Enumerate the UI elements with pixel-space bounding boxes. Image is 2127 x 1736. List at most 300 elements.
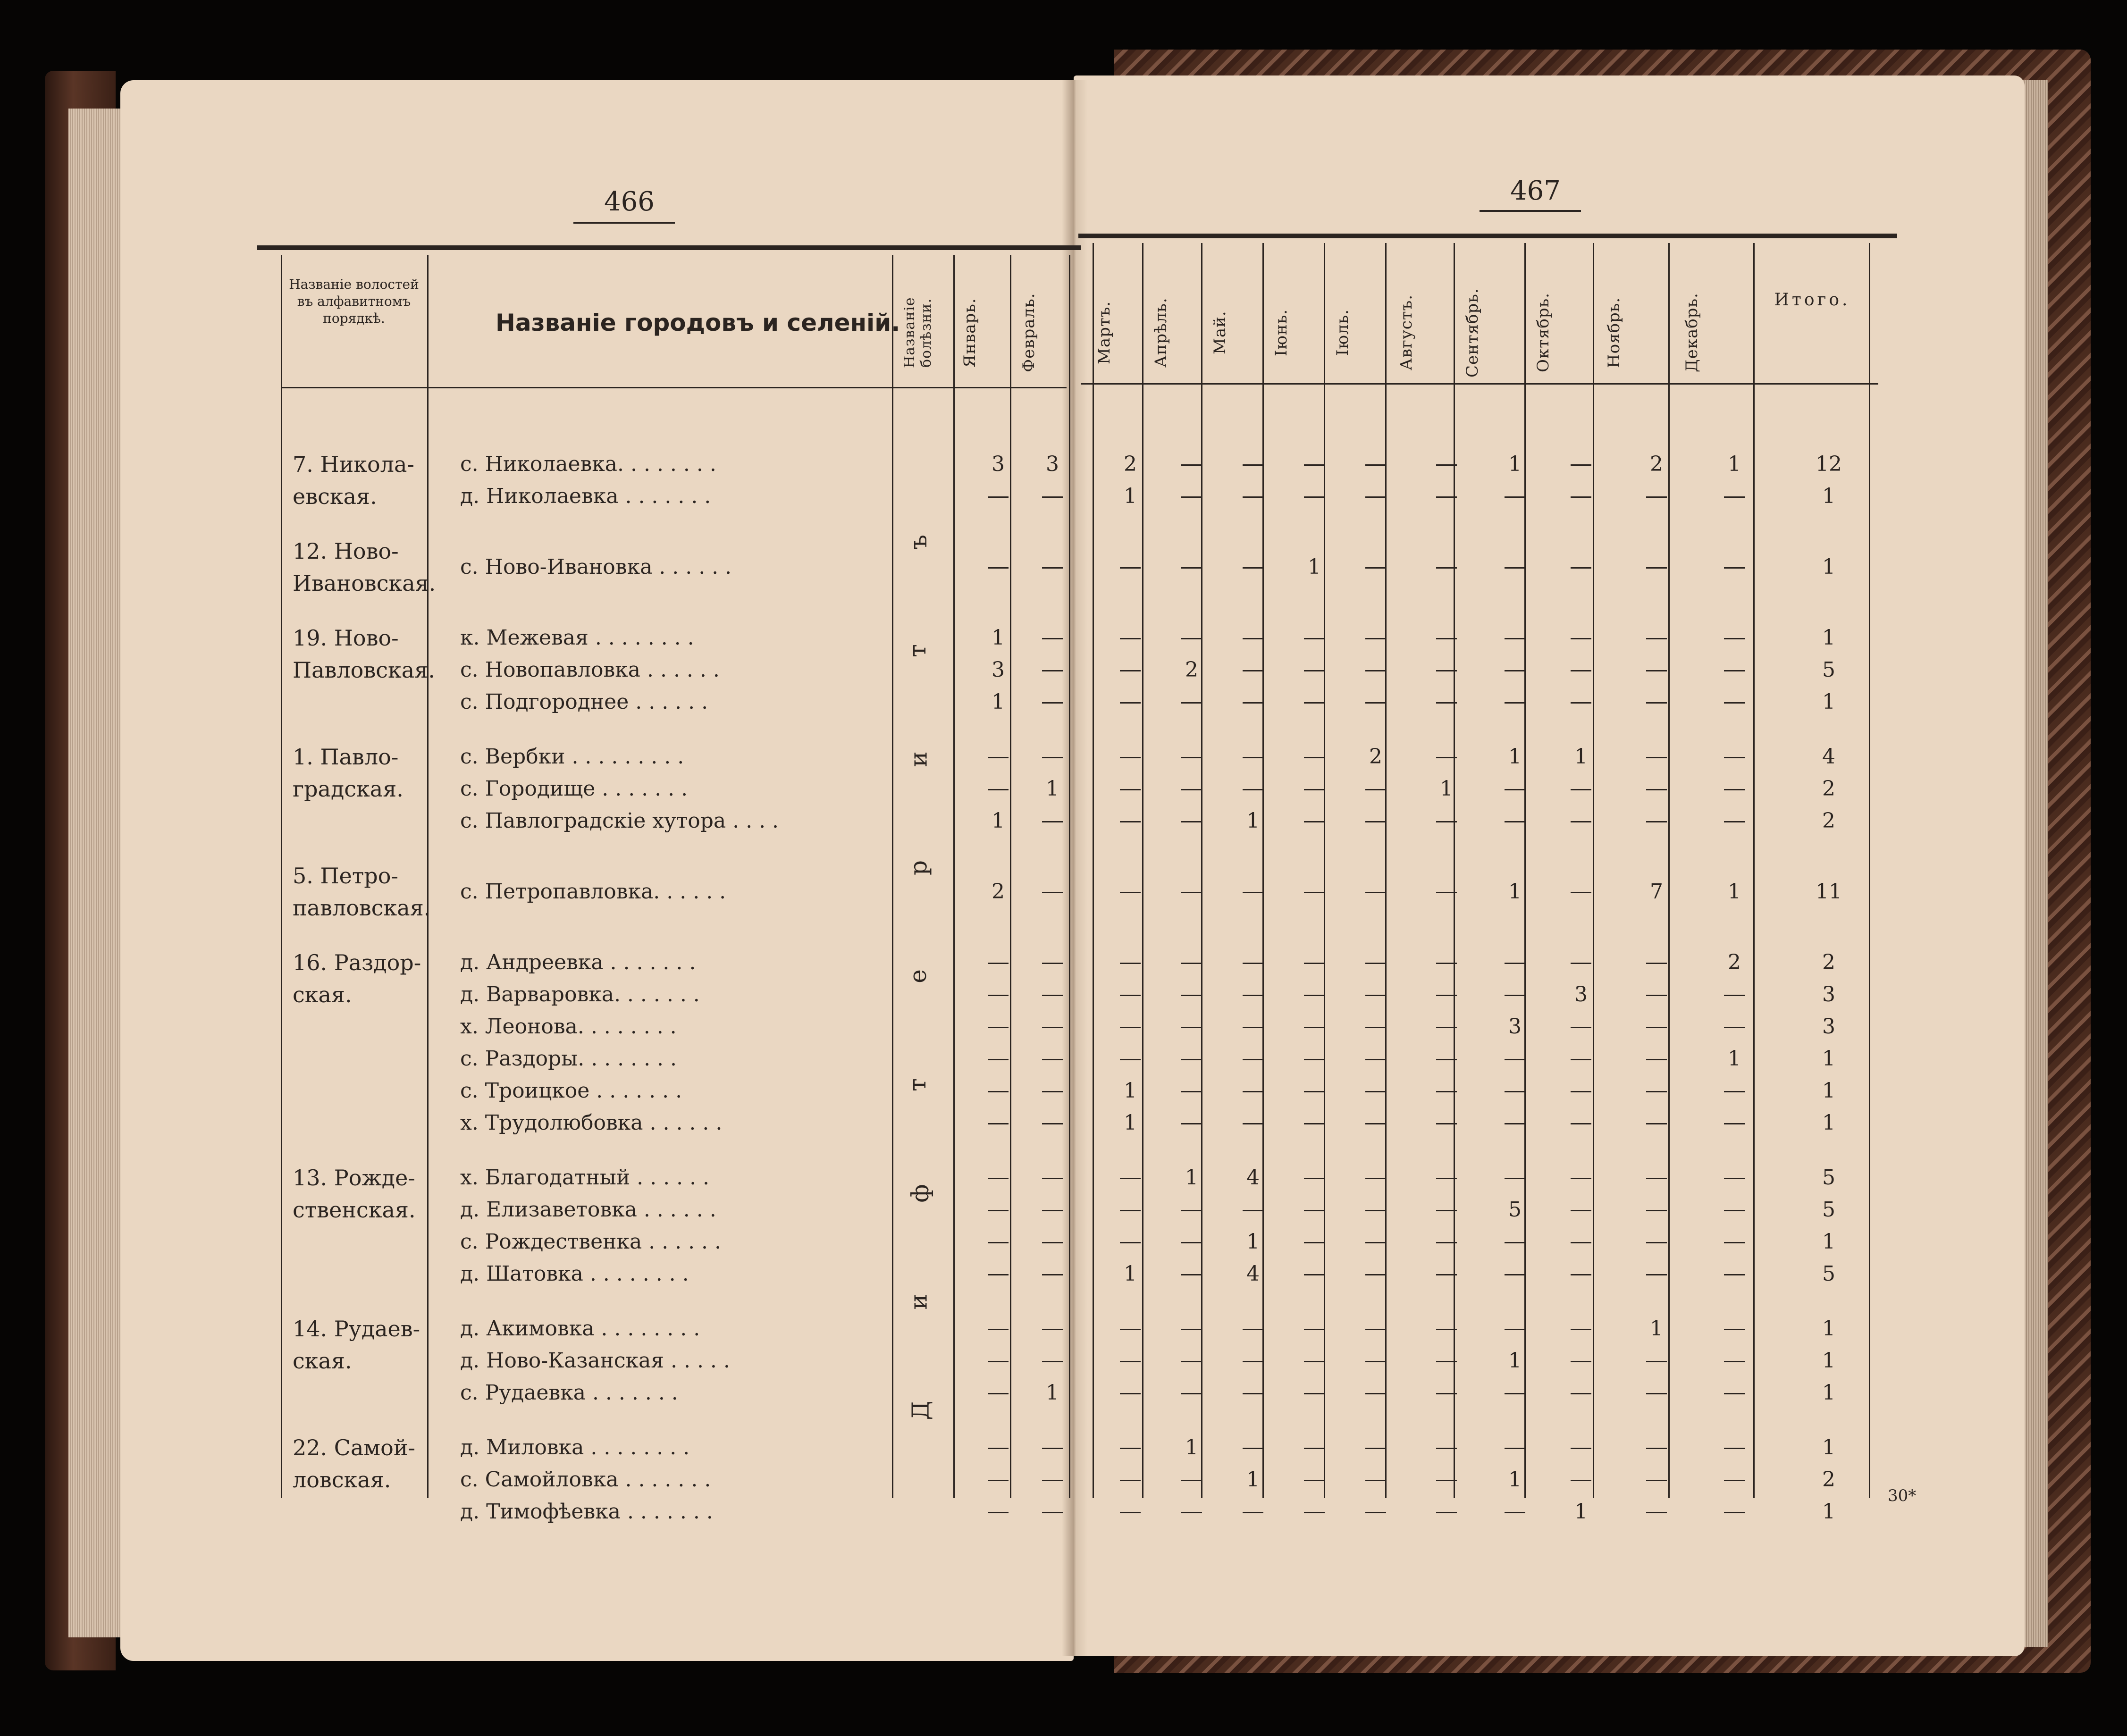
empty-dash	[1436, 702, 1457, 704]
empty-dash	[1181, 464, 1202, 466]
column-divider	[1753, 243, 1755, 1498]
settlement-name: д. Акимовка . . . . . . . .	[460, 1317, 700, 1341]
empty-dash	[1243, 1210, 1263, 1211]
month-value: 4	[1246, 1166, 1260, 1190]
row-total: 1	[1822, 1111, 1835, 1135]
empty-dash	[1181, 892, 1202, 893]
empty-dash	[1365, 995, 1386, 996]
month-value: 1	[1574, 1500, 1588, 1524]
empty-dash	[1505, 1274, 1525, 1275]
empty-dash	[1120, 1242, 1141, 1243]
empty-dash	[1365, 1274, 1386, 1275]
page-number-right: 467	[1510, 176, 1561, 206]
row-total: 1	[1822, 1381, 1835, 1405]
empty-dash	[1120, 1480, 1141, 1481]
empty-dash	[1181, 1329, 1202, 1330]
empty-dash	[988, 1274, 1009, 1275]
empty-dash	[1304, 1242, 1325, 1243]
disease-letter: р	[905, 860, 933, 876]
row-total: 3	[1822, 982, 1835, 1006]
empty-dash	[1243, 789, 1263, 790]
empty-dash	[1120, 1178, 1141, 1179]
empty-dash	[1120, 963, 1141, 964]
empty-dash	[1646, 1512, 1667, 1513]
empty-dash	[1042, 1274, 1063, 1275]
row-total: 5	[1822, 658, 1835, 682]
empty-dash	[1571, 1123, 1591, 1124]
empty-dash	[1646, 496, 1667, 498]
empty-dash	[1724, 1512, 1745, 1513]
empty-dash	[1243, 638, 1263, 639]
empty-dash	[1243, 1329, 1263, 1330]
empty-dash	[1505, 1393, 1525, 1394]
month-value: 1	[1124, 1079, 1137, 1103]
empty-dash	[1571, 464, 1591, 466]
page-number-right-rule	[1480, 210, 1581, 212]
month-header: Ноябрь.	[1605, 297, 1623, 369]
empty-dash	[1243, 963, 1263, 964]
empty-dash	[1571, 1027, 1591, 1028]
month-value: 1	[1508, 880, 1522, 904]
empty-dash	[1724, 1329, 1745, 1330]
empty-dash	[1724, 1274, 1745, 1275]
month-value: 3	[992, 452, 1005, 476]
empty-dash	[1243, 464, 1263, 466]
empty-dash	[1042, 821, 1063, 822]
empty-dash	[1243, 1361, 1263, 1362]
month-value: 1	[1508, 1468, 1522, 1492]
empty-dash	[1181, 821, 1202, 822]
empty-dash	[1646, 789, 1667, 790]
month-value: 1	[1185, 1435, 1198, 1459]
empty-dash	[1505, 702, 1525, 704]
column-divider	[281, 255, 282, 1498]
page-number-left: 466	[604, 186, 655, 217]
empty-dash	[1243, 670, 1263, 671]
empty-dash	[1181, 1210, 1202, 1211]
empty-dash	[1304, 1059, 1325, 1060]
total-header: Итого.	[1774, 290, 1850, 310]
empty-dash	[1042, 567, 1063, 569]
settlement-name: к. Межевая . . . . . . . .	[460, 626, 694, 650]
empty-dash	[1181, 789, 1202, 790]
empty-dash	[1646, 1393, 1667, 1394]
empty-dash	[1181, 1027, 1202, 1028]
month-value: 1	[1508, 452, 1522, 476]
volost-name-line2: градская.	[293, 776, 404, 802]
empty-dash	[1365, 1361, 1386, 1362]
empty-dash	[988, 1091, 1009, 1092]
empty-dash	[1436, 1027, 1457, 1028]
empty-dash	[1646, 1178, 1667, 1179]
month-value: 1	[1728, 880, 1741, 904]
empty-dash	[1243, 1512, 1263, 1513]
empty-dash	[988, 1242, 1009, 1243]
disease-letter: т	[903, 1078, 931, 1091]
empty-dash	[1304, 1027, 1325, 1028]
month-header: Февраль.	[1019, 293, 1038, 373]
settlement-name: д. Николаевка . . . . . . .	[460, 484, 711, 508]
settlement-name: д. Андреевка . . . . . . .	[460, 950, 696, 974]
month-value: 1	[1650, 1317, 1663, 1341]
empty-dash	[1724, 702, 1745, 704]
empty-dash	[1304, 892, 1325, 893]
empty-dash	[1646, 1091, 1667, 1092]
empty-dash	[1181, 1361, 1202, 1362]
empty-dash	[1724, 757, 1745, 758]
empty-dash	[1304, 464, 1325, 466]
empty-dash	[1120, 1393, 1141, 1394]
empty-dash	[1042, 638, 1063, 639]
empty-dash	[988, 963, 1009, 964]
empty-dash	[1724, 1393, 1745, 1394]
empty-dash	[1042, 757, 1063, 758]
empty-dash	[1304, 496, 1325, 498]
row-total: 5	[1822, 1262, 1835, 1286]
column-divider	[892, 255, 893, 1498]
disease-letter: и	[905, 751, 933, 767]
volost-name-line2: ловская.	[293, 1467, 391, 1493]
empty-dash	[1436, 1393, 1457, 1394]
empty-dash	[1042, 670, 1063, 671]
month-header: Январь.	[960, 298, 979, 368]
volost-name-line1: 14. Рудаев-	[293, 1316, 420, 1342]
empty-dash	[1365, 821, 1386, 822]
row-total: 12	[1816, 452, 1842, 476]
column-divider	[1093, 243, 1094, 1498]
empty-dash	[1571, 821, 1591, 822]
empty-dash	[1505, 1512, 1525, 1513]
empty-dash	[1243, 892, 1263, 893]
empty-dash	[1042, 1448, 1063, 1449]
empty-dash	[1120, 1027, 1141, 1028]
empty-dash	[1646, 1210, 1667, 1211]
empty-dash	[1181, 638, 1202, 639]
empty-dash	[1042, 1512, 1063, 1513]
empty-dash	[1436, 1059, 1457, 1060]
row-total: 2	[1822, 777, 1835, 801]
empty-dash	[988, 1178, 1009, 1179]
empty-dash	[1181, 1123, 1202, 1124]
settlement-name: д. Варваровка. . . . . . .	[460, 982, 700, 1006]
empty-dash	[1120, 638, 1141, 639]
empty-dash	[1571, 567, 1591, 569]
empty-dash	[988, 757, 1009, 758]
empty-dash	[1571, 1393, 1591, 1394]
empty-dash	[1436, 567, 1457, 569]
empty-dash	[1243, 1059, 1263, 1060]
volost-name-line1: 5. Петро-	[293, 863, 398, 889]
column-divider	[1454, 243, 1455, 1498]
row-total: 1	[1822, 1079, 1835, 1103]
empty-dash	[1120, 1361, 1141, 1362]
empty-dash	[1724, 1448, 1745, 1449]
empty-dash	[1436, 963, 1457, 964]
empty-dash	[1436, 1274, 1457, 1275]
month-value: 3	[1508, 1015, 1522, 1039]
empty-dash	[1042, 1027, 1063, 1028]
empty-dash	[1304, 963, 1325, 964]
settlement-name: с. Рождественка . . . . . .	[460, 1230, 722, 1254]
column-divider	[1324, 243, 1325, 1498]
settlement-name: с. Раздоры. . . . . . . .	[460, 1047, 677, 1071]
empty-dash	[1436, 1091, 1457, 1092]
empty-dash	[1365, 496, 1386, 498]
empty-dash	[988, 995, 1009, 996]
settlement-name: х. Трудолюбовка . . . . . .	[460, 1111, 723, 1135]
month-header: Сентябрь.	[1463, 288, 1482, 377]
empty-dash	[1042, 1178, 1063, 1179]
empty-dash	[1365, 1329, 1386, 1330]
empty-dash	[1042, 1329, 1063, 1330]
row-total: 1	[1822, 484, 1835, 508]
volost-name-line2: Павловская.	[293, 657, 435, 683]
empty-dash	[1646, 1480, 1667, 1481]
row-total: 1	[1822, 555, 1835, 579]
volost-name-line1: 16. Раздор-	[293, 950, 421, 975]
month-value: 1	[1508, 745, 1522, 769]
month-value: 2	[1728, 950, 1741, 974]
month-value: 1	[1574, 745, 1588, 769]
column-divider	[1142, 243, 1143, 1498]
empty-dash	[1365, 567, 1386, 569]
empty-dash	[1243, 995, 1263, 996]
empty-dash	[988, 1027, 1009, 1028]
empty-dash	[1042, 1210, 1063, 1211]
month-value: 2	[1650, 452, 1663, 476]
empty-dash	[1304, 1091, 1325, 1092]
table-top-rule-left	[257, 245, 1081, 250]
empty-dash	[1724, 496, 1745, 498]
empty-dash	[1724, 1091, 1745, 1092]
empty-dash	[1042, 963, 1063, 964]
empty-dash	[1304, 702, 1325, 704]
settlement-name: х. Благодатный . . . . . .	[460, 1166, 710, 1190]
empty-dash	[1120, 892, 1141, 893]
empty-dash	[1365, 1512, 1386, 1513]
empty-dash	[1505, 821, 1525, 822]
month-value: 1	[1308, 555, 1321, 579]
empty-dash	[1042, 995, 1063, 996]
column-divider	[1069, 255, 1070, 1498]
row-total: 1	[1822, 1435, 1835, 1459]
month-value: 1	[1728, 1047, 1741, 1071]
empty-dash	[988, 1123, 1009, 1124]
month-value: 2	[1369, 745, 1382, 769]
month-value: 1	[1728, 452, 1741, 476]
volost-name-line2: ская.	[293, 982, 352, 1007]
empty-dash	[988, 1329, 1009, 1330]
empty-dash	[1646, 1448, 1667, 1449]
disease-letter: и	[905, 1294, 933, 1310]
empty-dash	[1571, 1059, 1591, 1060]
settlement-name: с. Николаевка. . . . . . . .	[460, 452, 716, 476]
empty-dash	[1436, 1242, 1457, 1243]
empty-dash	[1436, 1210, 1457, 1211]
empty-dash	[1436, 638, 1457, 639]
empty-dash	[1646, 638, 1667, 639]
empty-dash	[1304, 1178, 1325, 1179]
empty-dash	[1365, 1091, 1386, 1092]
settlement-name: с. Троицкое . . . . . . .	[460, 1079, 682, 1103]
empty-dash	[1243, 1393, 1263, 1394]
empty-dash	[1571, 963, 1591, 964]
empty-dash	[1181, 1393, 1202, 1394]
month-value: 2	[1185, 658, 1198, 682]
empty-dash	[1304, 1448, 1325, 1449]
month-value: 1	[1046, 777, 1059, 801]
empty-dash	[1724, 821, 1745, 822]
settlement-name: д. Тимофѣевка . . . . . . .	[460, 1500, 713, 1524]
settlement-name: с. Рудаевка . . . . . . .	[460, 1381, 678, 1405]
month-header: Апрѣль.	[1152, 297, 1170, 368]
settlement-name: д. Шатовка . . . . . . . .	[460, 1262, 689, 1286]
empty-dash	[1120, 995, 1141, 996]
month-value: 1	[1124, 1262, 1137, 1286]
row-total: 2	[1822, 950, 1835, 974]
row-total: 1	[1822, 1230, 1835, 1254]
empty-dash	[1120, 1059, 1141, 1060]
empty-dash	[1505, 1329, 1525, 1330]
settlement-name: с. Подгороднее . . . . . .	[460, 690, 708, 714]
empty-dash	[1243, 567, 1263, 569]
settlement-name: х. Леонова. . . . . . . .	[460, 1015, 677, 1039]
column-divider	[1593, 243, 1594, 1498]
empty-dash	[1304, 789, 1325, 790]
row-total: 1	[1822, 1317, 1835, 1341]
row-total: 1	[1822, 690, 1835, 714]
settlement-name: д. Елизаветовка . . . . . .	[460, 1198, 716, 1222]
settlement-name: с. Новопавловка . . . . . .	[460, 658, 720, 682]
empty-dash	[1505, 1178, 1525, 1179]
empty-dash	[1646, 1274, 1667, 1275]
disease-column-header: Названіе болѣзни.	[901, 297, 934, 369]
settlement-name: с. Городище . . . . . . .	[460, 777, 688, 801]
settlement-name: с. Павлоградскіе хутора . . . .	[460, 809, 779, 833]
empty-dash	[1042, 1480, 1063, 1481]
month-header: Май.	[1211, 310, 1229, 355]
page-edges-left	[68, 109, 125, 1637]
empty-dash	[1436, 892, 1457, 893]
disease-letter: т	[903, 644, 931, 657]
empty-dash	[1646, 1059, 1667, 1060]
empty-dash	[1120, 1210, 1141, 1211]
empty-dash	[1042, 702, 1063, 704]
empty-dash	[1436, 496, 1457, 498]
empty-dash	[1505, 1059, 1525, 1060]
empty-dash	[1724, 638, 1745, 639]
empty-dash	[1181, 1480, 1202, 1481]
month-value: 1	[1185, 1166, 1198, 1190]
empty-dash	[1365, 1123, 1386, 1124]
month-value: 1	[992, 690, 1005, 714]
table-top-rule-right	[1078, 234, 1897, 238]
empty-dash	[1365, 1448, 1386, 1449]
column-divider	[953, 255, 955, 1498]
month-value: 7	[1650, 880, 1663, 904]
column-divider	[1668, 243, 1670, 1498]
volost-name-line1: 19. Ново-	[293, 625, 399, 651]
empty-dash	[1365, 1027, 1386, 1028]
empty-dash	[1365, 1480, 1386, 1481]
month-header: Августъ.	[1397, 294, 1416, 371]
empty-dash	[1724, 1123, 1745, 1124]
empty-dash	[1571, 1242, 1591, 1243]
month-value: 1	[1508, 1349, 1522, 1373]
empty-dash	[1724, 1027, 1745, 1028]
empty-dash	[1436, 1178, 1457, 1179]
row-total: 2	[1822, 1468, 1835, 1492]
settlement-name: с. Самойловка . . . . . . .	[460, 1468, 711, 1492]
empty-dash	[1505, 496, 1525, 498]
empty-dash	[1436, 821, 1457, 822]
empty-dash	[1181, 567, 1202, 569]
column-divider	[1385, 243, 1387, 1498]
row-total: 1	[1822, 626, 1835, 650]
settlement-name: д. Ново-Казанская . . . . .	[460, 1349, 730, 1373]
empty-dash	[1304, 1393, 1325, 1394]
empty-dash	[1724, 1242, 1745, 1243]
column-divider	[427, 255, 429, 1498]
empty-dash	[1181, 1091, 1202, 1092]
volost-name-line2: павловская.	[293, 895, 431, 921]
month-value: 5	[1508, 1198, 1522, 1222]
empty-dash	[1436, 1361, 1457, 1362]
empty-dash	[1304, 1329, 1325, 1330]
empty-dash	[1724, 995, 1745, 996]
volost-name-line1: 12. Ново-	[293, 538, 399, 564]
month-value: 1	[1124, 484, 1137, 508]
empty-dash	[1505, 789, 1525, 790]
row-total: 1	[1822, 1349, 1835, 1373]
empty-dash	[1436, 1329, 1457, 1330]
empty-dash	[1724, 670, 1745, 671]
row-total: 3	[1822, 1015, 1835, 1039]
empty-dash	[1505, 995, 1525, 996]
empty-dash	[1365, 702, 1386, 704]
empty-dash	[1571, 496, 1591, 498]
empty-dash	[1724, 1210, 1745, 1211]
empty-dash	[1243, 757, 1263, 758]
volost-name-line2: ская.	[293, 1348, 352, 1374]
empty-dash	[1304, 757, 1325, 758]
empty-dash	[1505, 963, 1525, 964]
empty-dash	[1243, 1123, 1263, 1124]
page-number-left-rule	[573, 222, 675, 224]
month-value: 1	[1246, 1468, 1260, 1492]
empty-dash	[1243, 496, 1263, 498]
month-value: 1	[992, 809, 1005, 833]
settlement-header: Названіе городовъ и селеній.	[496, 309, 900, 336]
empty-dash	[1365, 1059, 1386, 1060]
volost-name-line1: 7. Никола-	[293, 452, 414, 477]
empty-dash	[1436, 464, 1457, 466]
month-header: Мартъ.	[1095, 301, 1114, 365]
empty-dash	[1571, 670, 1591, 671]
empty-dash	[1365, 464, 1386, 466]
empty-dash	[1243, 702, 1263, 704]
empty-dash	[988, 1480, 1009, 1481]
empty-dash	[1120, 1329, 1141, 1330]
volost-header: Названіе волостей въ алфавитномъ порядкѣ.	[289, 277, 419, 326]
empty-dash	[1181, 757, 1202, 758]
disease-letter: ъ	[904, 535, 932, 550]
empty-dash	[1646, 821, 1667, 822]
empty-dash	[1646, 963, 1667, 964]
book-gutter	[1062, 80, 1088, 1656]
empty-dash	[1042, 1091, 1063, 1092]
empty-dash	[1181, 1059, 1202, 1060]
